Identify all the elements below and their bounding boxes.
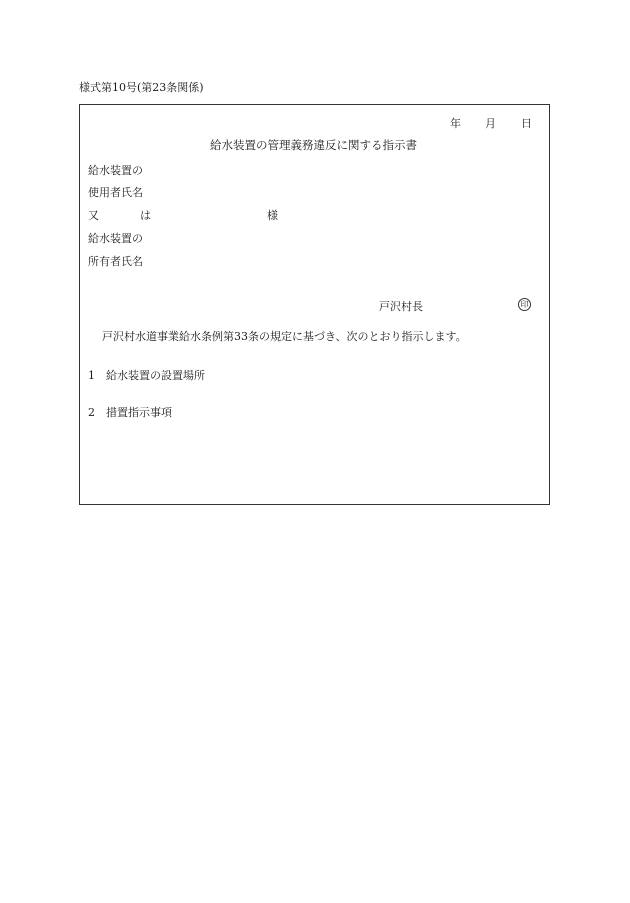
or-label-part1: 又: [88, 209, 99, 222]
document-title: 給水装置の管理義務違反に関する指示書: [210, 138, 417, 152]
owner-name-label-line1: 給水装置の: [88, 232, 143, 245]
item-instructions: [88, 407, 172, 418]
issuer-name: 戸沢村長: [379, 300, 423, 313]
form-number: 様式第10号(第23条関係): [79, 81, 204, 94]
honorific: 様: [267, 209, 278, 222]
item-number: 2: [88, 406, 95, 419]
item-number: 1: [88, 369, 95, 382]
form-box: [79, 104, 550, 505]
item-installation-location: [88, 370, 205, 381]
date-year-label: 年: [450, 117, 461, 130]
or-label-part2: は: [140, 209, 151, 222]
date-month-label: 月: [485, 117, 496, 130]
seal-icon: 印: [518, 298, 531, 311]
date-day-label: 日: [521, 117, 532, 130]
owner-name-label-line2: 所有者氏名: [88, 255, 143, 268]
item-label: 給水装置の設置場所: [106, 369, 205, 382]
item-label: 措置指示事項: [106, 406, 172, 419]
user-name-label-line1: 給水装置の: [88, 164, 143, 177]
body-text: 戸沢村水道事業給水条例第33条の規定に基づき、次のとおり指示します。: [102, 330, 467, 343]
user-name-label-line2: 使用者氏名: [88, 186, 143, 199]
